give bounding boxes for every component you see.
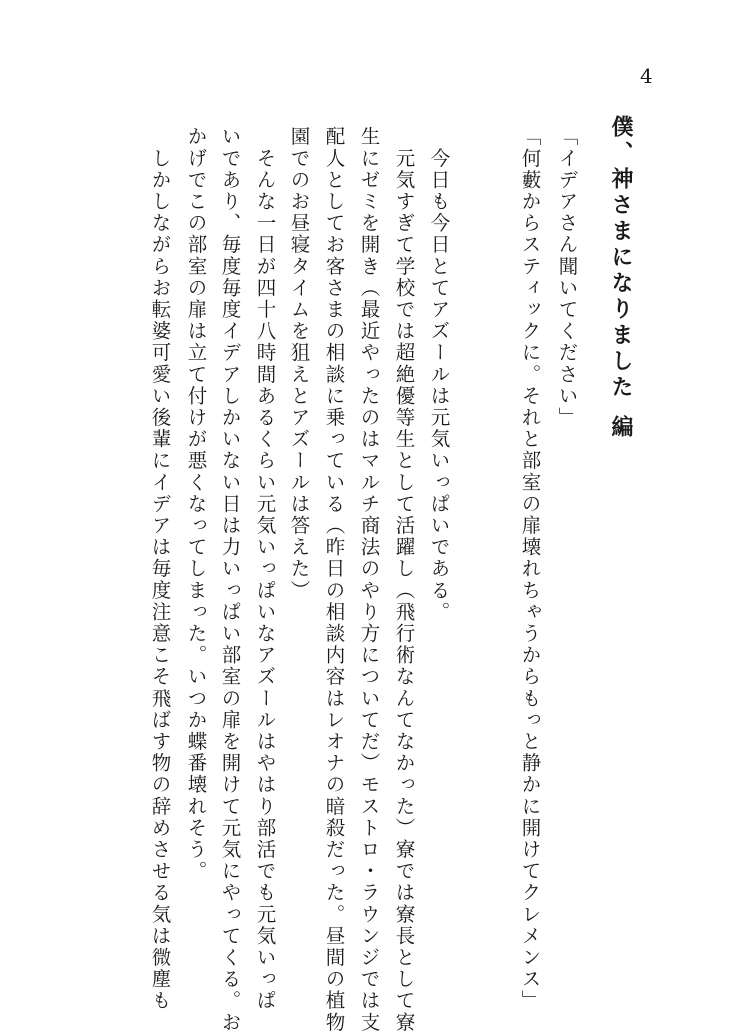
text-line: そんな一日が四十八時間あるくらい元気いっぱいなアズールはやはり部活でも元気いっぱ (253, 126, 277, 1012)
text-line: 園でのお昼寝タイムを狙えとアズールは答えた） (287, 126, 311, 602)
chapter-title (610, 115, 632, 441)
text-line: いであり、毎度毎度イデアしかいない日は力いっぱい部室の扉を開けて元気にやってくる。お (218, 126, 242, 1033)
text-line: 元気すぎて学校では超絶優等生として活躍し（飛行術なんてなかった）寮では寮長として寮 (392, 126, 416, 1033)
text-line: 「イデアさん聞いてください」 (555, 126, 579, 429)
text-line: 配人としてお客さまの相談に乗っている（昨日の相談内容はレオナの暗殺だった。昼間の植物 (322, 126, 346, 1033)
text-line: 「何藪からスティックに。それと部室の扉壊れちゃうからもっと静かに開けてクレメンス」 (518, 126, 542, 1012)
text-line: 生にゼミを開き（最近やったのはマルチ商法のやり方についてだ）モストロ・ラウンジでは支 (357, 126, 381, 1033)
chapter-title-main: 僕、神さまになりました (608, 115, 634, 401)
chapter-title-suffix: 編 (608, 415, 634, 441)
text-line: かげでこの部室の扉は立て付けが悪くなってしまった。いつか蝶番壊れそう。 (184, 126, 208, 882)
text-line: しかしながらお転婆可愛い後輩にイデアは毎度注意こそ飛ばす物の辞めさせる気は微塵も (148, 126, 172, 1012)
page-number: 4 (640, 64, 653, 88)
text-line: 今日も今日とてアズールは元気いっぱいである。 (427, 126, 451, 623)
